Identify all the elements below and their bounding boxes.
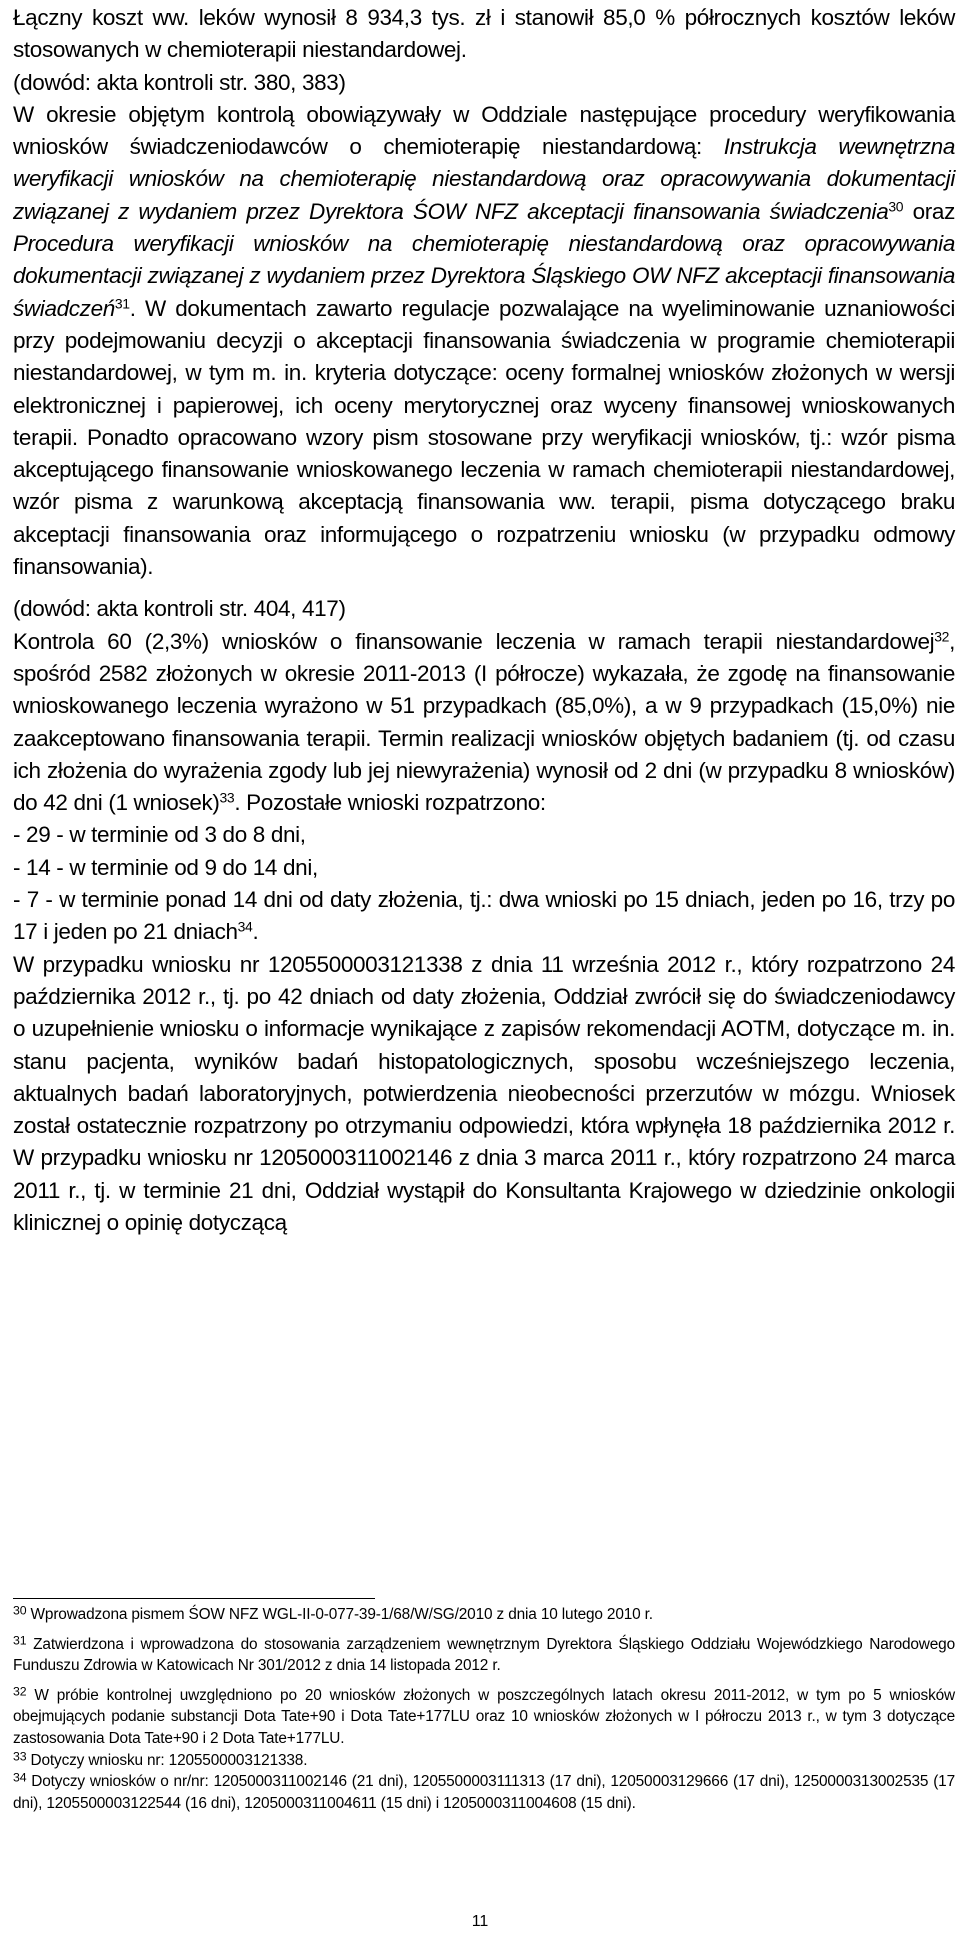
- footnote-ref: 30: [888, 198, 904, 215]
- paragraph-procedures: [13, 99, 955, 583]
- footnote-text: Wprowadzona pismem ŚOW NFZ WGL-II-0-077-39-1/68/W/SG/2010 z dnia 10 lutego 2010 r.: [26, 1606, 653, 1623]
- page-number: 11: [471, 1913, 489, 1930]
- paragraph-cases: W przypadku wniosku nr 1205500003121338 z dnia 11 września 2012 r., który rozpatrzono 24 października 2012 r., tj. po 42 dniach od daty złożenia, Oddział zwrócił się do świadczeniodawcy o uzupełnienie wniosku o informacje wynikające z zapisów rekomendacji AOTM, dotyczące m. in. stanu pacjenta, wyników badań histopatologicznych, sposobu wcześniejszego leczenia, aktualnych badań laboratoryjnych, potwierdzenia nieobecności przerzutów w mózgu. Wniosek został ostatecznie rozpatrzony po otrzymaniu odpowiedzi, która wpłynęła 18 października 2012 r. W przypadku wniosku nr 1205000311002146 z dnia 3 marca 2011 r., który rozpatrzono 24 marca 2011 r., tj. w terminie 21 dni, Oddział wystąpił do Konsultanta Krajowego w dziedzinie onkologii klinicznej o opinię dotyczącą: [13, 951, 955, 1235]
- footnote-number: 32: [13, 1684, 27, 1699]
- footnote-ref: 32: [934, 627, 950, 644]
- footnote-ref: 34: [237, 918, 253, 935]
- instruction-title: Instrukcja wewnętrzna weryfikacji wniosków na chemioterapię niestandardową oraz opracowywania dokumentacji związanej z wydaniem przez Dyrektora ŚOW NFZ akceptacji finansowania świadczenia: [13, 134, 955, 224]
- footnote-text: Zatwierdzona i wprowadzona do stosowania zarządzeniem wewnętrznym Dyrektora Śląskiego Oddziału Wojewódzkiego Narodowego Funduszu Zdrowia w Katowicach Nr 301/2012 z dnia 14 listopada 2012 r.: [13, 1635, 955, 1675]
- list-item: - 29 - w terminie od 3 do 8 dni,: [13, 822, 306, 848]
- main-text: [13, 2, 955, 1239]
- footnote: [13, 1750, 955, 1772]
- footnote-number: 33: [13, 1749, 27, 1764]
- footnotes: [13, 1604, 955, 1814]
- text-segment: , spośród 2582 złożonych w okresie 2011-2013 (I półrocze) wykazała, że zgodę na finansowanie wnioskowanego leczenia wyrażono w 51 przypadkach (85,0%), a w 9 przypadkach (15,0%) nie zaakceptowano finansowania terapii. Termin realizacji wniosków objętych badaniem (tj. od czasu ich złożenia do wyrażenia zgody lub jej niewyrażenia) wynosił od 2 dni (w przypadku 8 wniosków) do 42 dni (1 wniosek): [13, 628, 955, 816]
- paragraph-cost: Łączny koszt ww. leków wynosił 8 934,3 tys. zł i stanowił 85,0 % półrocznych kosztów leków stosowanych w chemioterapii niestandardowej.: [13, 5, 955, 63]
- paragraph-control: [13, 626, 955, 820]
- footnote-text: Dotyczy wniosków o nr/nr: 1205000311002146 (21 dni), 1205500003111313 (17 dni), 12050003129666 (17 dni), 1250000313002535 (17 dni), 1205500003122544 (16 dni), 1205000311004611 (15 dni) i 1205000311004608 (15 dni).: [13, 1773, 955, 1812]
- text-segment: Kontrola 60 (2,3%) wniosków o finansowanie leczenia w ramach terapii niestandardowej: [13, 628, 935, 654]
- footnote-text: W próbie kontrolnej uwzględniono po 20 wniosków złożonych w poszczególnych latach okresu 2011-2012, w tym po 5 wniosków obejmujących podanie substancji Dota Tate+90 i Dota Tate+177LU oraz 10 wniosków złożonych w I półroczu 2013 r., w tym 3 dotyczące zastosowania Dota Tate+90 i 2 Dota Tate+177LU.: [13, 1686, 955, 1747]
- footnote-number: 34: [13, 1770, 27, 1785]
- text-segment: oraz: [903, 198, 955, 224]
- footnote-number: 31: [13, 1633, 27, 1648]
- footnote: [13, 1604, 955, 1626]
- footnote-ref: 33: [219, 789, 235, 806]
- footnote-text: Dotyczy wniosku nr: 1205500003121338.: [26, 1751, 308, 1769]
- text-segment: . W dokumentach zawarto regulacje pozwalające na wyeliminowanie uznaniowości przy podejmowaniu decyzji o akceptacji finansowania świadczenia w programie chemioterapii niestandardowej, w tym m. in. kryteria dotyczące: oceny formalnej wniosków złożonych w wersji elektronicznej i papierowej, ich oceny merytorycznej oraz wyceny finansowej wnioskowanych terapii. Ponadto opracowano wzory pism stosowane przy weryfikacji wniosków, tj.: wzór pisma akceptującego finansowanie wnioskowanego leczenia w ramach chemioterapii niestandardowej, wzór pisma z warunkową akceptacją finansowania ww. terapii, pisma dotyczącego braku akceptacji finansowania oraz informującego o rozpatrzeniu wniosku (w przypadku odmowy finansowania).: [13, 295, 955, 580]
- text-segment: W okresie objętym kontrolą obowiązywały w Oddziale następujące procedury weryfikowania wniosków świadczeniodawców o chemioterapię niestandardową:: [13, 101, 955, 160]
- procedure-title: Procedura weryfikacji wniosków na chemioterapię niestandardową oraz opracowywania dokumentacji związanej z wydaniem przez Dyrektora Śląskiego OW NFZ akceptacji finansowania świadczeń: [13, 231, 955, 321]
- evidence-reference: (dowód: akta kontroli str. 380, 383): [13, 69, 346, 95]
- footnote-ref: 31: [114, 295, 130, 311]
- text-segment: .: [252, 919, 259, 945]
- text-segment: . Pozostałe wnioski rozpatrzono:: [234, 790, 546, 816]
- list-item: [13, 884, 955, 949]
- footnote-separator: [13, 1598, 375, 1599]
- footnote-number: 30: [13, 1603, 27, 1618]
- text-segment: - 7 - w terminie ponad 14 dni od daty złożenia, tj.: dwa wnioski po 15 dniach, jeden po 16, trzy po 17 i jeden po 21 dniach: [13, 887, 955, 945]
- evidence-reference: (dowód: akta kontroli str. 404, 417): [13, 596, 346, 622]
- footnote: [13, 1634, 955, 1677]
- footnote: [13, 1685, 955, 1750]
- footnote: [13, 1771, 955, 1814]
- list-item: - 14 - w terminie od 9 do 14 dni,: [13, 854, 318, 880]
